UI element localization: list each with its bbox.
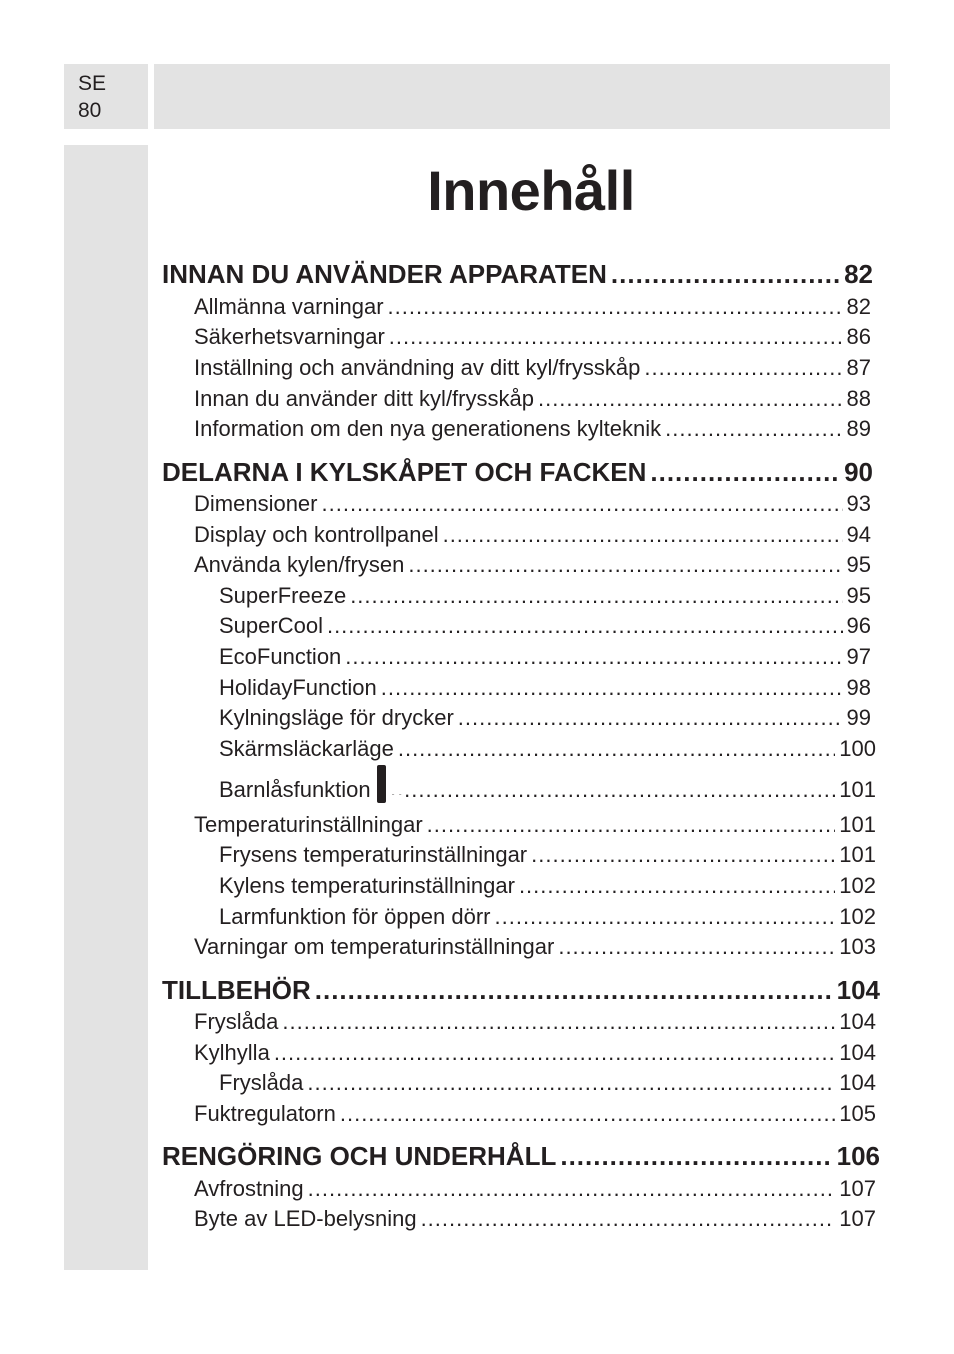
toc-entry bbox=[194, 934, 876, 960]
toc-label: RENGÖRING OCH UNDERHÅLL bbox=[162, 1141, 557, 1171]
toc-label: HolidayFunction bbox=[219, 675, 377, 700]
toc-leader-dots bbox=[644, 355, 842, 381]
toc-label: Fryslåda bbox=[219, 1070, 304, 1095]
toc-entry bbox=[219, 583, 871, 609]
toc-entry bbox=[194, 324, 871, 350]
toc-entry bbox=[219, 644, 871, 670]
toc-label: Barnlåsfunktion bbox=[219, 777, 371, 802]
toc-page-number: 97 bbox=[846, 644, 871, 669]
toc-leader-dots bbox=[538, 386, 843, 412]
toc-leader-dots bbox=[274, 1040, 835, 1066]
toc-entry bbox=[219, 873, 876, 899]
toc-page-number: 95 bbox=[846, 583, 871, 608]
toc-entry bbox=[194, 1206, 876, 1232]
toc-page-number: 94 bbox=[846, 522, 871, 547]
toc-label: Använda kylen/frysen bbox=[194, 552, 405, 577]
toc-label: INNAN DU ANVÄNDER APPARATEN bbox=[162, 259, 607, 289]
toc-label: Temperaturinställningar bbox=[194, 812, 423, 837]
toc-label: Säkerhetsvarningar bbox=[194, 324, 385, 349]
toc-entry bbox=[219, 613, 871, 639]
toc-page-number: 104 bbox=[836, 975, 880, 1005]
toc-page-number: 101 bbox=[839, 842, 876, 867]
toc-leader-dots bbox=[408, 552, 842, 578]
toc-page-number: 87 bbox=[846, 355, 871, 380]
toc-entry bbox=[194, 1009, 876, 1035]
toc-page-number: 104 bbox=[839, 1070, 876, 1095]
toc-page-number: 95 bbox=[846, 552, 871, 577]
toc-page-number: 107 bbox=[839, 1206, 876, 1231]
toc-entry bbox=[194, 522, 871, 548]
toc-entry bbox=[219, 705, 871, 731]
toc-page-number: 96 bbox=[846, 613, 871, 638]
header-bar bbox=[154, 64, 890, 129]
toc-leader-dots bbox=[308, 1176, 836, 1202]
toc-entry bbox=[194, 1040, 876, 1066]
toc-leader-dots bbox=[495, 904, 836, 930]
page-tab bbox=[64, 64, 148, 129]
toc-page-number: 103 bbox=[839, 934, 876, 959]
toc-page-number: 100 bbox=[839, 736, 876, 761]
toc-leader-dots bbox=[307, 1070, 835, 1096]
toc-label: Kylningsläge för drycker bbox=[219, 705, 454, 730]
toc-label: SuperFreeze bbox=[219, 583, 347, 608]
toc-leader-dots bbox=[421, 1206, 836, 1232]
toc-entry bbox=[194, 812, 876, 838]
toc-entry bbox=[194, 386, 871, 412]
toc-page-number: 101 bbox=[839, 777, 876, 802]
toc-page-number: 99 bbox=[846, 705, 871, 730]
toc-leader-dots bbox=[381, 675, 843, 701]
toc-leader-dots bbox=[531, 842, 835, 868]
toc-label: Information om den nya generationens kylteknik bbox=[194, 416, 662, 441]
side-bar bbox=[64, 145, 148, 1270]
toc-leader-dots bbox=[398, 736, 835, 762]
toc-leader-dots bbox=[282, 1009, 835, 1035]
toc-page-number: 102 bbox=[839, 904, 876, 929]
toc-label: Fuktregulatorn bbox=[194, 1101, 336, 1126]
toc-entry bbox=[219, 765, 876, 803]
toc-page-number: 102 bbox=[839, 873, 876, 898]
toc-leader-dots bbox=[458, 705, 843, 731]
toc-entry bbox=[194, 1176, 876, 1202]
toc-label: Larmfunktion för öppen dörr bbox=[219, 904, 491, 929]
lock-icon bbox=[377, 765, 386, 803]
toc-page-number: 107 bbox=[839, 1176, 876, 1201]
toc-leader-dots bbox=[427, 812, 836, 838]
toc-label: Display och kontrollpanel bbox=[194, 522, 439, 547]
toc-section-heading bbox=[162, 1141, 880, 1172]
toc-entry bbox=[194, 1101, 876, 1127]
toc-page-number: 101 bbox=[839, 812, 876, 837]
toc-page-number: 93 bbox=[846, 491, 871, 516]
toc-page-number: 104 bbox=[839, 1040, 876, 1065]
toc-label: Frysens temperaturinställningar bbox=[219, 842, 528, 867]
toc-entry bbox=[194, 355, 871, 381]
toc-entry bbox=[194, 416, 871, 442]
toc-label: DELARNA I KYLSKÅPET OCH FACKEN bbox=[162, 457, 647, 487]
toc-page-number: 106 bbox=[836, 1141, 880, 1171]
toc-leader-dots bbox=[327, 613, 843, 639]
language-code: SE bbox=[78, 72, 107, 95]
toc-section-heading bbox=[162, 975, 880, 1006]
toc-leader-dots bbox=[390, 777, 835, 803]
page-title: Innehåll bbox=[427, 159, 635, 222]
toc-page-number: 86 bbox=[846, 324, 871, 349]
toc-section-heading bbox=[162, 457, 873, 488]
toc-page-number: 89 bbox=[846, 416, 871, 441]
toc-label: Inställning och användning av ditt kyl/frysskåp bbox=[194, 355, 641, 380]
toc-label: Skärmsläckarläge bbox=[219, 736, 394, 761]
toc-entry bbox=[219, 675, 871, 701]
toc-leader-dots bbox=[558, 934, 835, 960]
toc-leader-dots bbox=[519, 873, 835, 899]
toc-page-number: 82 bbox=[844, 259, 873, 289]
toc-entry bbox=[219, 736, 876, 762]
toc-label: Varningar om temperaturinställningar bbox=[194, 934, 555, 959]
toc-label: Fryslåda bbox=[194, 1009, 279, 1034]
toc-leader-dots bbox=[389, 324, 843, 350]
toc-leader-dots bbox=[315, 975, 833, 1006]
toc-label: EcoFunction bbox=[219, 644, 342, 669]
toc-label: SuperCool bbox=[219, 613, 323, 638]
toc-label: TILLBEHÖR bbox=[162, 975, 311, 1005]
toc-label: Innan du använder ditt kyl/frysskåp bbox=[194, 386, 534, 411]
toc-entry bbox=[219, 904, 876, 930]
toc-leader-dots bbox=[388, 294, 843, 320]
toc-entry bbox=[194, 491, 871, 517]
toc-entry bbox=[219, 1070, 876, 1096]
toc-page-number: 104 bbox=[839, 1009, 876, 1034]
toc-page-number: 82 bbox=[846, 294, 871, 319]
toc-label: Kylhylla bbox=[194, 1040, 270, 1065]
toc-leader-dots bbox=[560, 1141, 832, 1172]
toc-page-number: 105 bbox=[839, 1101, 876, 1126]
toc-page-number: 98 bbox=[846, 675, 871, 700]
toc-leader-dots bbox=[350, 583, 842, 609]
toc-label: Avfrostning bbox=[194, 1176, 304, 1201]
toc-leader-dots bbox=[443, 522, 843, 548]
toc-section-heading bbox=[162, 259, 873, 290]
toc-entry bbox=[194, 552, 871, 578]
page-number: 80 bbox=[78, 99, 102, 122]
toc-leader-dots bbox=[611, 259, 840, 290]
toc-leader-dots bbox=[322, 491, 843, 517]
toc-leader-dots bbox=[340, 1101, 835, 1127]
toc-entry bbox=[194, 294, 871, 320]
toc-leader-dots bbox=[665, 416, 842, 442]
toc-label: Byte av LED-belysning bbox=[194, 1206, 417, 1231]
toc-page-number: 88 bbox=[846, 386, 871, 411]
toc-leader-dots bbox=[345, 644, 842, 670]
toc-label: Kylens temperaturinställningar bbox=[219, 873, 515, 898]
toc-page-number: 90 bbox=[844, 457, 873, 487]
toc-leader-dots bbox=[650, 457, 840, 488]
toc-label: Dimensioner bbox=[194, 491, 318, 516]
toc-entry bbox=[219, 842, 876, 868]
toc-label: Allmänna varningar bbox=[194, 294, 384, 319]
